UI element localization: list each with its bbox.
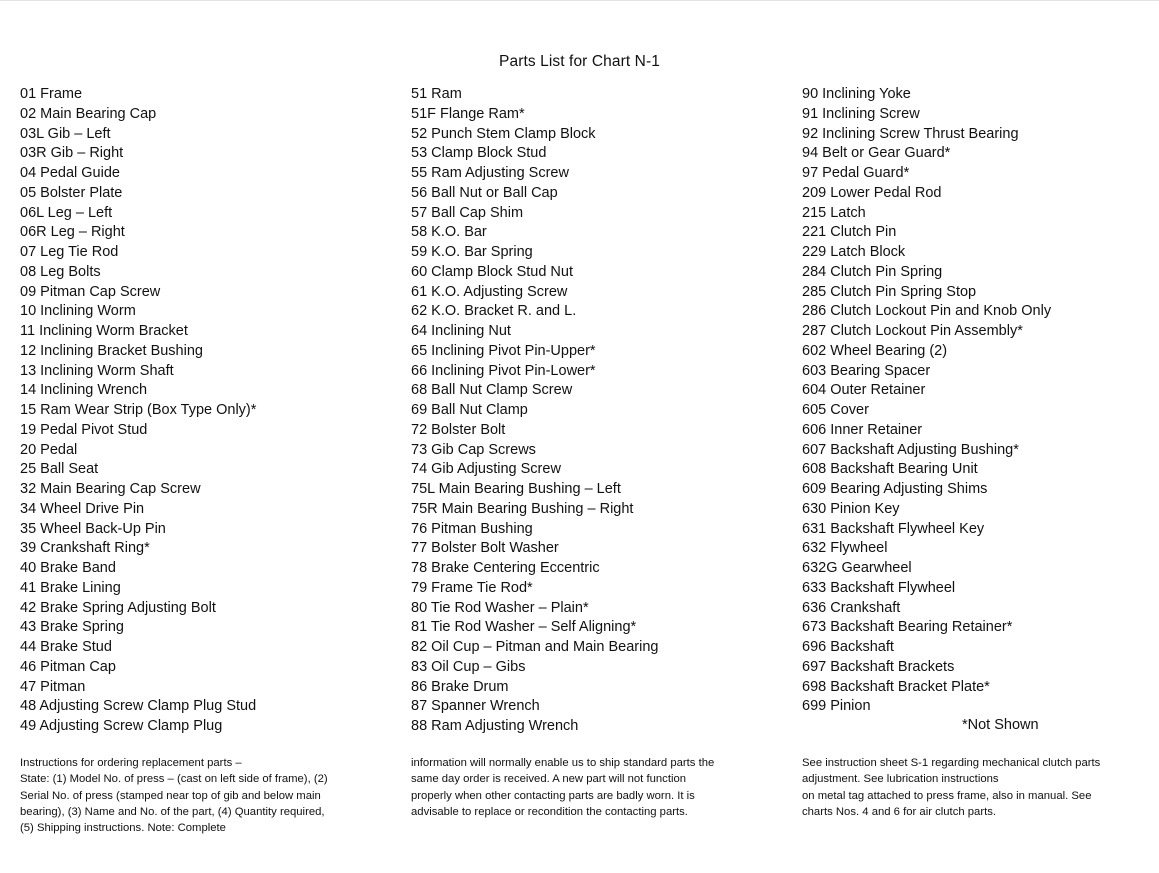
instruction-line: Serial No. of press (stamped near top of gib and below main bbox=[20, 789, 321, 802]
instruction-line: information will normally enable us to ship standard parts the bbox=[411, 757, 715, 769]
part-item: 78 Brake Centering Eccentric bbox=[411, 560, 600, 576]
part-item: 15 Ram Wear Strip (Box Type Only)* bbox=[20, 402, 257, 418]
instruction-line: (5) Shipping instructions. Note: Complete bbox=[20, 822, 226, 835]
part-item: 81 Tie Rod Washer – Self Aligning* bbox=[411, 619, 637, 636]
part-item: 631 Backshaft Flywheel Key bbox=[802, 520, 985, 537]
page-title: Parts List for Chart N-1 bbox=[499, 53, 660, 70]
part-item: 74 Gib Adjusting Screw bbox=[411, 461, 561, 478]
part-item: 209 Lower Pedal Rod bbox=[802, 184, 942, 201]
part-item: 53 Clamp Block Stud bbox=[411, 145, 547, 162]
part-item: 07 Leg Tie Rod bbox=[20, 244, 119, 260]
part-item: 51 Ram bbox=[411, 86, 462, 102]
part-item: 284 Clutch Pin Spring bbox=[802, 263, 943, 280]
part-item: 04 Pedal Guide bbox=[20, 165, 120, 181]
part-item: 11 Inclining Worm Bracket bbox=[20, 323, 188, 339]
part-item: 229 Latch Block bbox=[802, 244, 906, 260]
part-item: 08 Leg Bolts bbox=[20, 263, 101, 280]
part-item: 632 Flywheel bbox=[802, 540, 888, 557]
part-item: 41 Brake Lining bbox=[20, 579, 121, 596]
part-item: 286 Clutch Lockout Pin and Knob Only bbox=[802, 303, 1052, 320]
part-item: 608 Backshaft Bearing Unit bbox=[802, 461, 978, 478]
part-item: 62 K.O. Bracket R. and L. bbox=[411, 303, 577, 320]
part-item: 673 Backshaft Bearing Retainer* bbox=[802, 619, 1013, 636]
part-item: 03R Gib – Right bbox=[20, 145, 124, 162]
part-item: 606 Inner Retainer bbox=[802, 421, 923, 438]
part-item: 06R Leg – Right bbox=[20, 224, 125, 241]
part-item: 46 Pitman Cap bbox=[20, 658, 116, 675]
part-item: 09 Pitman Cap Screw bbox=[20, 283, 161, 300]
part-item: 83 Oil Cup – Gibs bbox=[411, 658, 526, 675]
part-item: 72 Bolster Bolt bbox=[411, 421, 506, 438]
part-item: 05 Bolster Plate bbox=[20, 184, 123, 201]
part-item: 73 Gib Cap Screws bbox=[411, 441, 536, 458]
part-item: 47 Pitman bbox=[20, 678, 86, 695]
part-item: 35 Wheel Back-Up Pin bbox=[20, 520, 166, 537]
instruction-line: charts Nos. 4 and 6 for air clutch parts. bbox=[802, 805, 997, 818]
part-item: 59 K.O. Bar Spring bbox=[411, 244, 533, 260]
part-item: 60 Clamp Block Stud Nut bbox=[411, 263, 573, 280]
instruction-line: advisable to replace or recondition the contacting parts. bbox=[411, 805, 688, 818]
part-item: 19 Pedal Pivot Stud bbox=[20, 421, 148, 438]
part-item: 77 Bolster Bolt Washer bbox=[411, 540, 559, 557]
instruction-line: bearing), (3) Name and No. of the part, (4) Quantity required, bbox=[20, 805, 325, 818]
part-item: 32 Main Bearing Cap Screw bbox=[20, 481, 201, 497]
part-item: 602 Wheel Bearing (2) bbox=[802, 342, 948, 359]
part-item: 34 Wheel Drive Pin bbox=[20, 500, 145, 517]
part-item: 58 K.O. Bar bbox=[411, 224, 487, 241]
part-item: 91 Inclining Screw bbox=[802, 105, 920, 122]
part-item: 697 Backshaft Brackets bbox=[802, 658, 955, 675]
instructions-block-3 bbox=[802, 755, 1142, 820]
part-item: 20 Pedal bbox=[20, 441, 78, 458]
part-item: 636 Crankshaft bbox=[802, 599, 901, 616]
part-item: 40 Brake Band bbox=[20, 560, 116, 576]
instruction-line: on metal tag attached to press frame, also in manual. See bbox=[802, 789, 1092, 802]
part-item: 609 Bearing Adjusting Shims bbox=[802, 481, 988, 497]
part-item: 64 Inclining Nut bbox=[411, 323, 511, 339]
part-item: 61 K.O. Adjusting Screw bbox=[411, 283, 568, 300]
part-item: 52 Punch Stem Clamp Block bbox=[411, 125, 596, 142]
part-item: 44 Brake Stud bbox=[20, 639, 112, 655]
part-item: 87 Spanner Wrench bbox=[411, 698, 540, 715]
parts-column-2 bbox=[411, 85, 658, 737]
part-item: 76 Pitman Bushing bbox=[411, 520, 533, 537]
part-item: 06L Leg – Left bbox=[20, 204, 113, 221]
part-item: 02 Main Bearing Cap bbox=[20, 105, 157, 122]
part-item: 94 Belt or Gear Guard* bbox=[802, 145, 951, 162]
part-item: 68 Ball Nut Clamp Screw bbox=[411, 382, 573, 399]
part-item: 699 Pinion bbox=[802, 698, 871, 715]
part-item: 10 Inclining Worm bbox=[20, 303, 136, 320]
part-item: 69 Ball Nut Clamp bbox=[411, 402, 528, 418]
part-item: 48 Adjusting Screw Clamp Plug Stud bbox=[20, 698, 257, 715]
part-item: 51F Flange Ram* bbox=[411, 105, 525, 122]
part-item: 43 Brake Spring bbox=[20, 619, 124, 636]
part-item: 221 Clutch Pin bbox=[802, 224, 897, 241]
part-item: 55 Ram Adjusting Screw bbox=[411, 165, 569, 181]
part-item: 287 Clutch Lockout Pin Assembly* bbox=[802, 323, 1023, 339]
part-item: 39 Crankshaft Ring* bbox=[20, 540, 150, 557]
part-item: 630 Pinion Key bbox=[802, 500, 900, 517]
part-item: 03L Gib – Left bbox=[20, 125, 111, 142]
part-item: 698 Backshaft Bracket Plate* bbox=[802, 678, 990, 695]
part-item: 633 Backshaft Flywheel bbox=[802, 579, 956, 596]
part-item: 66 Inclining Pivot Pin-Lower* bbox=[411, 362, 596, 379]
part-item: 603 Bearing Spacer bbox=[802, 362, 931, 379]
part-item: 01 Frame bbox=[20, 86, 83, 102]
instructions-block-1 bbox=[20, 755, 365, 836]
part-item: 49 Adjusting Screw Clamp Plug bbox=[20, 718, 223, 734]
page-top-edge bbox=[0, 0, 1159, 1]
part-item: 607 Backshaft Adjusting Bushing* bbox=[802, 441, 1019, 458]
part-item: 82 Oil Cup – Pitman and Main Bearing bbox=[411, 639, 659, 655]
instruction-line: adjustment. See lubrication instructions bbox=[802, 773, 999, 786]
part-item: 92 Inclining Screw Thrust Bearing bbox=[802, 125, 1019, 142]
part-item: 632G Gearwheel bbox=[802, 560, 912, 576]
part-item: 696 Backshaft bbox=[802, 639, 894, 655]
instructions-block-2 bbox=[411, 755, 761, 820]
instruction-line: same day order is received. A new part will not function bbox=[411, 773, 687, 786]
parts-column-1 bbox=[20, 85, 256, 737]
part-item: 97 Pedal Guard* bbox=[802, 165, 910, 181]
parts-column-3 bbox=[802, 85, 1051, 717]
part-item: 90 Inclining Yoke bbox=[802, 86, 911, 102]
part-item: 65 Inclining Pivot Pin-Upper* bbox=[411, 342, 596, 359]
part-item: 57 Ball Cap Shim bbox=[411, 204, 524, 221]
part-item: 604 Outer Retainer bbox=[802, 382, 926, 399]
instruction-line: State: (1) Model No. of press – (cast on left side of frame), (2) bbox=[20, 773, 328, 786]
part-item: 75R Main Bearing Bushing – Right bbox=[411, 500, 634, 517]
part-item: 605 Cover bbox=[802, 402, 869, 418]
part-item: 88 Ram Adjusting Wrench bbox=[411, 718, 579, 734]
part-item: 13 Inclining Worm Shaft bbox=[20, 362, 174, 379]
part-item: 12 Inclining Bracket Bushing bbox=[20, 342, 203, 359]
part-item: 86 Brake Drum bbox=[411, 678, 509, 695]
part-item: 80 Tie Rod Washer – Plain* bbox=[411, 599, 589, 616]
instruction-line: See instruction sheet S-1 regarding mechanical clutch parts bbox=[802, 757, 1101, 769]
part-item: 14 Inclining Wrench bbox=[20, 382, 148, 399]
part-item: 79 Frame Tie Rod* bbox=[411, 579, 533, 596]
instruction-line: Instructions for ordering replacement parts – bbox=[20, 757, 242, 769]
part-item: 75L Main Bearing Bushing – Left bbox=[411, 481, 621, 497]
part-item: 25 Ball Seat bbox=[20, 461, 99, 478]
not-shown-note: *Not Shown bbox=[962, 717, 1039, 733]
part-item: 56 Ball Nut or Ball Cap bbox=[411, 184, 558, 201]
part-item: 42 Brake Spring Adjusting Bolt bbox=[20, 599, 216, 616]
instruction-line: properly when other contacting parts are badly worn. It is bbox=[411, 789, 695, 802]
part-item: 285 Clutch Pin Spring Stop bbox=[802, 283, 977, 300]
part-item: 215 Latch bbox=[802, 204, 866, 221]
